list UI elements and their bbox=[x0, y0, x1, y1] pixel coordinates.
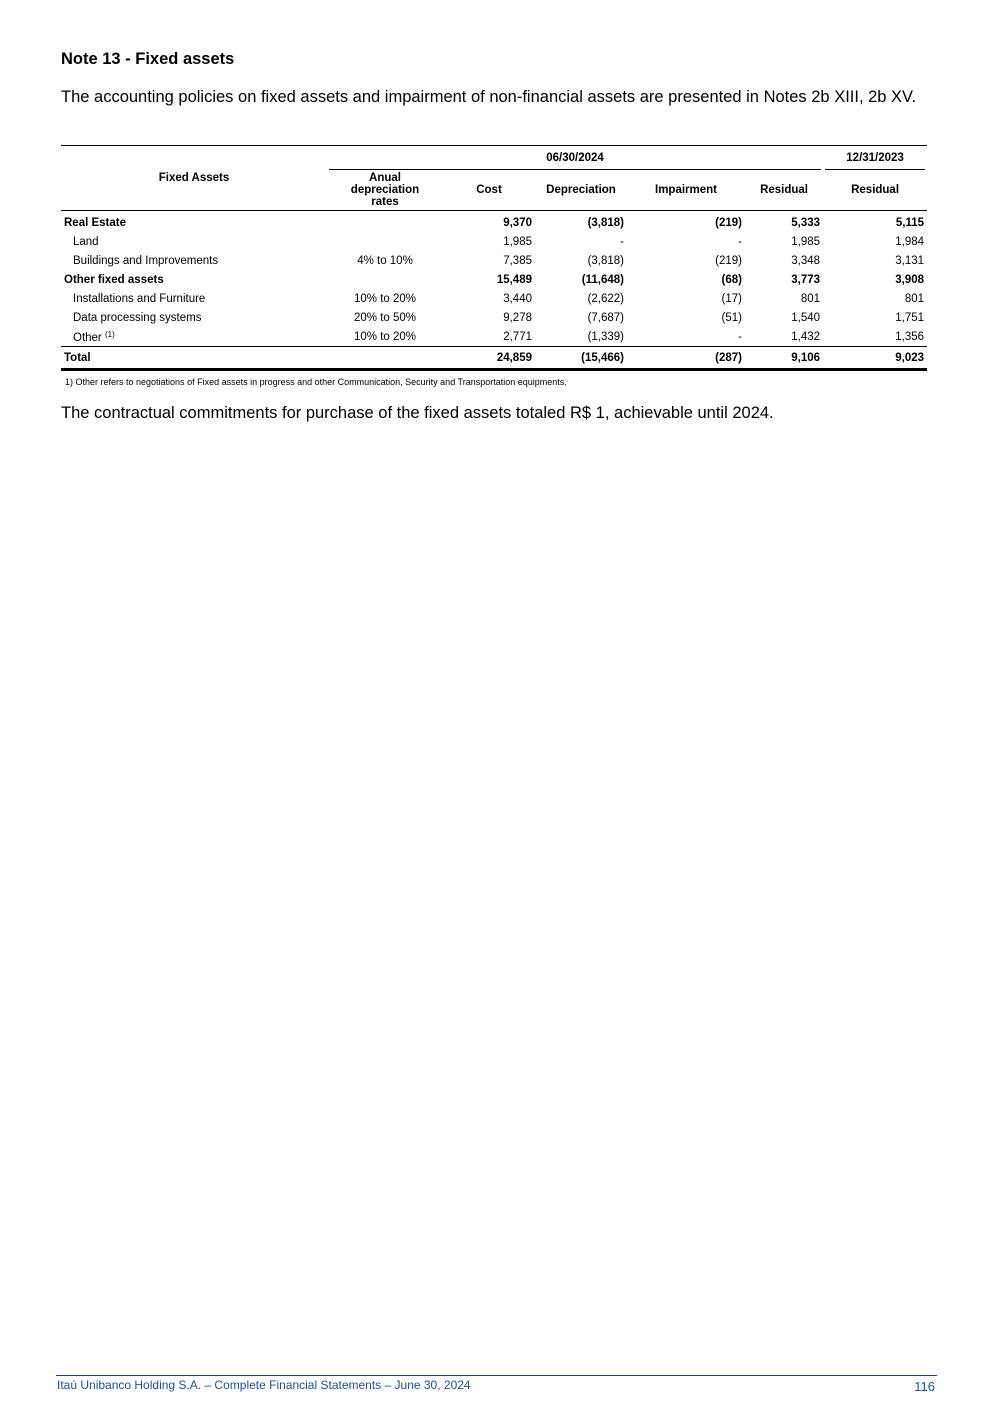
row-residual: 1,540 bbox=[791, 311, 821, 324]
row-depreciation: (7,687) bbox=[587, 311, 624, 324]
total-residual-prior: 9,023 bbox=[823, 347, 927, 370]
row-label: Real Estate bbox=[64, 216, 127, 229]
total-impairment: (287) bbox=[627, 347, 745, 370]
header-date-prior-text: 12/31/2023 bbox=[846, 152, 904, 164]
row-residual-prior: 3,908 bbox=[895, 273, 925, 286]
row-label: Data processing systems bbox=[73, 311, 202, 324]
row-rate bbox=[327, 211, 443, 233]
row-rate bbox=[327, 270, 443, 289]
row-residual-prior: 1,984 bbox=[895, 235, 925, 248]
row-label: Installations and Furniture bbox=[73, 292, 206, 305]
row-residual-prior: 5,115 bbox=[895, 216, 925, 229]
table-row bbox=[61, 232, 927, 251]
row-depreciation: (1,339) bbox=[587, 330, 624, 343]
row-cost: 7,385 bbox=[503, 254, 532, 267]
fixed-assets-table-container bbox=[61, 145, 927, 371]
row-residual: 1,985 bbox=[791, 235, 821, 248]
row-rate: 10% to 20% bbox=[353, 292, 416, 305]
header-residual-prior: Residual bbox=[823, 170, 927, 211]
header-row-dates bbox=[61, 146, 927, 171]
header-depreciation: Depreciation bbox=[535, 170, 627, 211]
table-row bbox=[61, 270, 927, 289]
row-rate: 10% to 20% bbox=[353, 330, 416, 343]
row-cost: 9,278 bbox=[503, 311, 532, 324]
footer-divider bbox=[56, 1375, 937, 1376]
row-label: Land bbox=[73, 235, 99, 248]
total-label: Total bbox=[61, 347, 327, 370]
row-rate bbox=[327, 232, 443, 251]
row-impairment: (219) bbox=[715, 254, 742, 267]
row-residual-prior: 801 bbox=[904, 292, 925, 305]
row-label: Other fixed assets bbox=[64, 273, 164, 286]
row-cost: 1,985 bbox=[503, 235, 532, 248]
row-depreciation: (3,818) bbox=[587, 216, 624, 229]
row-residual: 801 bbox=[800, 292, 821, 305]
table-row bbox=[61, 251, 927, 270]
row-rate: 20% to 50% bbox=[353, 311, 416, 324]
header-impairment: Impairment bbox=[627, 170, 745, 211]
row-cost: 2,771 bbox=[503, 330, 532, 343]
row-residual: 3,348 bbox=[791, 254, 821, 267]
footnote-marker: (1) bbox=[104, 329, 115, 339]
row-impairment: (219) bbox=[715, 216, 742, 229]
row-residual: 5,333 bbox=[791, 216, 821, 229]
header-date-current-text: 06/30/2024 bbox=[546, 152, 604, 164]
total-cost: 24,859 bbox=[443, 347, 535, 370]
row-cost: 15,489 bbox=[496, 273, 532, 286]
header-cost: Cost bbox=[443, 170, 535, 211]
row-depreciation: (3,818) bbox=[587, 254, 624, 267]
row-impairment: (51) bbox=[721, 311, 742, 324]
table-row bbox=[61, 308, 927, 327]
table-row bbox=[61, 289, 927, 308]
footer-text: Itaú Unibanco Holding S.A. – Complete Financial Statements – June 30, 2024 bbox=[57, 1378, 471, 1392]
row-impairment: (17) bbox=[721, 292, 742, 305]
page-number: 116 bbox=[914, 1379, 935, 1394]
row-label: Other bbox=[73, 331, 102, 344]
row-impairment: - bbox=[738, 330, 742, 343]
table-row bbox=[61, 327, 927, 347]
row-impairment: - bbox=[738, 235, 742, 248]
row-label: Buildings and Improvements bbox=[73, 254, 219, 267]
row-impairment: (68) bbox=[721, 273, 742, 286]
table-row bbox=[61, 211, 927, 233]
row-cost: 3,440 bbox=[503, 292, 532, 305]
header-fixed-assets: Fixed Assets bbox=[61, 146, 327, 211]
row-label-cell bbox=[61, 327, 327, 347]
total-row bbox=[61, 347, 927, 370]
header-date-current bbox=[327, 146, 823, 171]
row-rate: 4% to 10% bbox=[357, 254, 413, 267]
row-residual: 3,773 bbox=[791, 273, 821, 286]
row-depreciation: (11,648) bbox=[581, 273, 624, 286]
fixed-assets-table bbox=[61, 145, 927, 371]
row-residual-prior: 1,356 bbox=[895, 330, 925, 343]
intro-paragraph: The accounting policies on fixed assets and impairment of non-financial assets are presented in Notes 2b XIII, 2b XV. bbox=[61, 88, 917, 106]
commitments-paragraph: The contractual commitments for purchase of the fixed assets totaled R$ 1, achievable until 2024. bbox=[61, 404, 774, 422]
total-residual: 9,106 bbox=[745, 347, 823, 370]
note-title: Note 13 - Fixed assets bbox=[61, 50, 235, 68]
row-depreciation: (2,622) bbox=[587, 292, 624, 305]
table-footnote: 1) Other refers to negotiations of Fixed assets in progress and other Communication, Security and Transportation equipments. bbox=[65, 377, 567, 387]
row-residual: 1,432 bbox=[791, 330, 821, 343]
total-depreciation: (15,466) bbox=[535, 347, 627, 370]
total-rate bbox=[327, 347, 443, 370]
row-depreciation: - bbox=[620, 235, 624, 248]
header-date-prior bbox=[823, 146, 927, 171]
row-cost: 9,370 bbox=[503, 216, 532, 229]
header-rates: Anual depreciation rates bbox=[327, 170, 443, 211]
row-residual-prior: 1,751 bbox=[895, 311, 925, 324]
header-residual: Residual bbox=[745, 170, 823, 211]
row-residual-prior: 3,131 bbox=[895, 254, 925, 267]
